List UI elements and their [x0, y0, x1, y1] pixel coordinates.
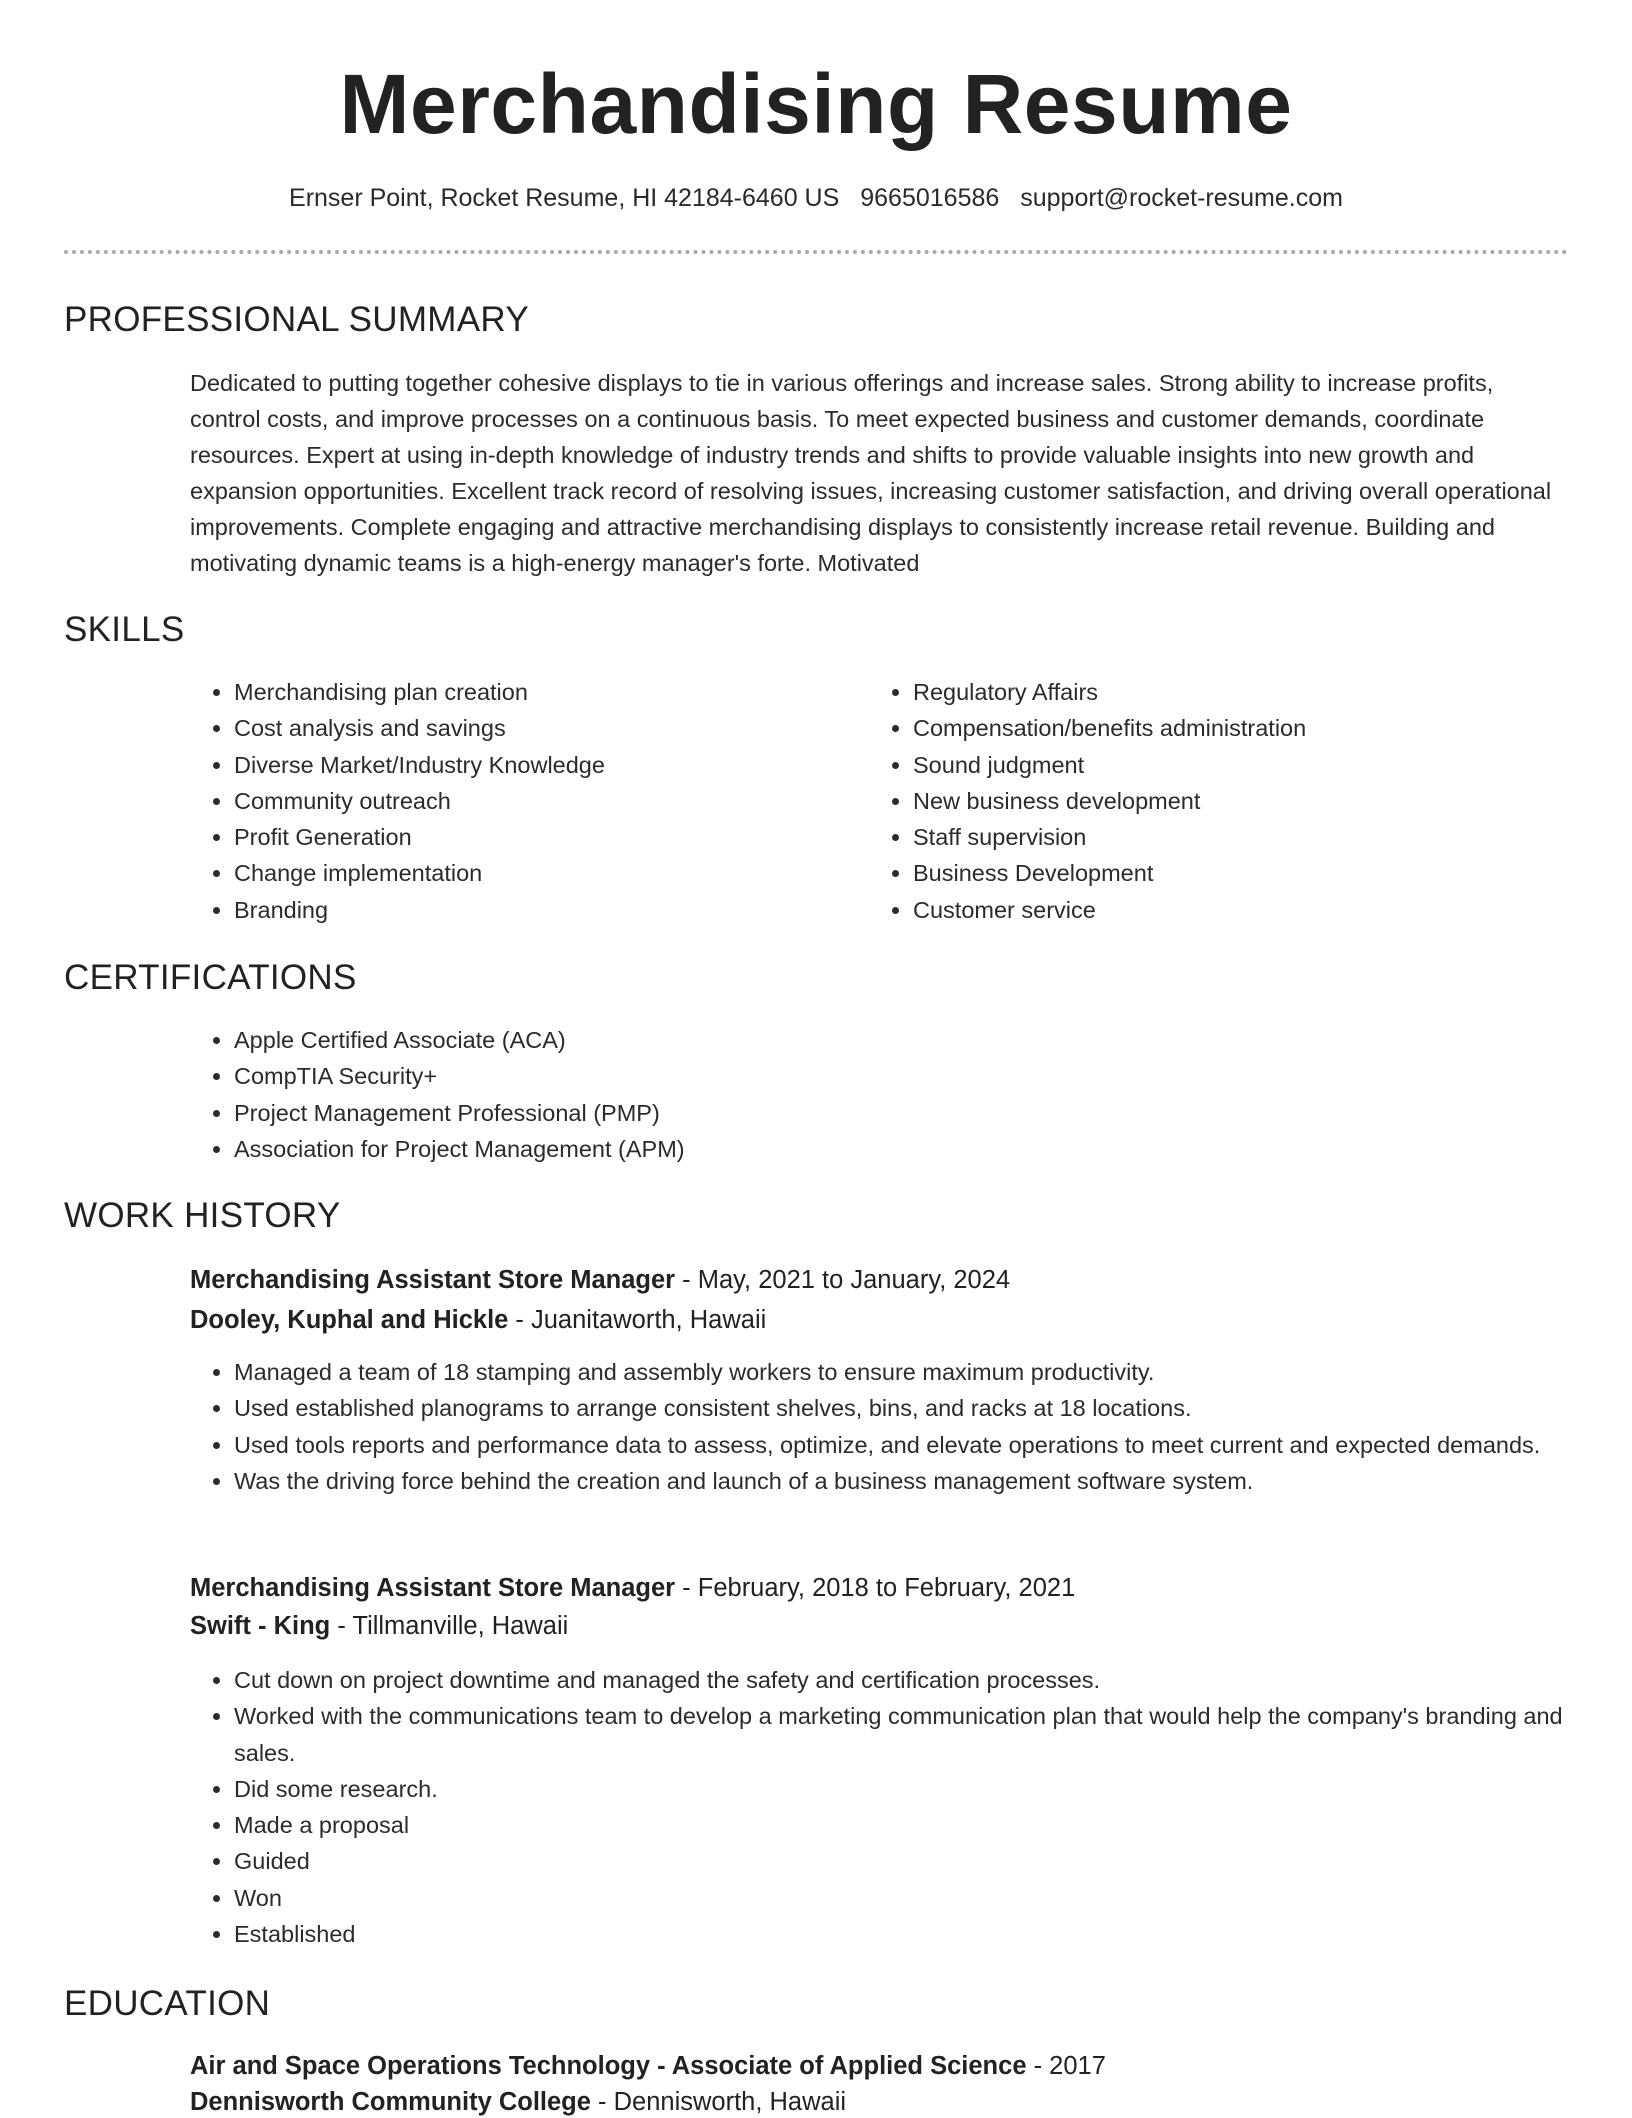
- list-item: • Customer service: [913, 892, 1509, 928]
- list-item: • Won: [234, 1880, 1568, 1916]
- skills-column-right: [869, 674, 1509, 928]
- job-company: Dooley, Kuphal and Hickle: [190, 1306, 509, 1334]
- summary-heading: PROFESSIONAL SUMMARY: [64, 300, 529, 339]
- list-item: • Branding: [234, 892, 810, 928]
- resume-title: Merchandising Resume: [339, 57, 1293, 151]
- list-item: • Business Development: [913, 855, 1509, 891]
- list-item: • Cut down on project downtime and managed the safety and certification processes.: [234, 1662, 1568, 1698]
- certifications-list: [190, 1022, 1568, 1167]
- job-2-duties: [190, 1662, 1568, 1952]
- job-title: Merchandising Assistant Store Manager: [190, 1266, 676, 1294]
- list-item: • Guided: [234, 1843, 1568, 1879]
- list-item: • Used tools reports and performance data to assess, optimize, and elevate operations to meet current and expected demands.: [234, 1427, 1568, 1463]
- list-item: • Community outreach: [234, 783, 810, 819]
- list-item: • Change implementation: [234, 855, 810, 891]
- education-degree: Air and Space Operations Technology - Associate of Applied Science: [190, 2052, 1027, 2080]
- job-dates: - February, 2018 to February, 2021: [675, 1574, 1076, 1602]
- list-item: • Apple Certified Associate (ACA): [234, 1022, 1568, 1058]
- job-company: Swift - King: [190, 1612, 331, 1640]
- education-location: - Dennisworth, Hawaii: [590, 2088, 847, 2116]
- job-1-duties: [190, 1354, 1568, 1499]
- list-item: • Made a proposal: [234, 1807, 1568, 1843]
- skills-column-left: [190, 674, 810, 928]
- list-item: • Used established planograms to arrange consistent shelves, bins, and racks at 18 locations.: [234, 1390, 1568, 1426]
- certifications-heading: CERTIFICATIONS: [64, 958, 357, 997]
- list-item: • Diverse Market/Industry Knowledge: [234, 747, 810, 783]
- list-item: • Did some research.: [234, 1771, 1568, 1807]
- list-item: • Managed a team of 18 stamping and assembly workers to ensure maximum productivity.: [234, 1354, 1568, 1390]
- job-1-company-line: [190, 1304, 766, 1336]
- list-item: • Worked with the communications team to develop a marketing communication plan that would help the company's branding and sales.: [234, 1698, 1568, 1771]
- contact-address: Ernser Point, Rocket Resume, HI 42184-6460 US: [289, 184, 840, 212]
- contact-phone: 9665016586: [860, 184, 1000, 212]
- job-title: Merchandising Assistant Store Manager: [190, 1574, 676, 1602]
- list-item: • Project Management Professional (PMP): [234, 1095, 1568, 1131]
- list-item: • Regulatory Affairs: [913, 674, 1509, 710]
- list-item: • Compensation/benefits administration: [913, 710, 1509, 746]
- education-degree-line: [190, 2050, 1106, 2082]
- contact-email: support@rocket-resume.com: [1020, 184, 1343, 212]
- list-item: • Staff supervision: [913, 819, 1509, 855]
- list-item: • Sound judgment: [913, 747, 1509, 783]
- skills-heading: SKILLS: [64, 610, 185, 649]
- skills-list-right: [869, 674, 1509, 928]
- job-location: - Tillmanville, Hawaii: [330, 1612, 569, 1640]
- certifications-block: [190, 1022, 1568, 1167]
- list-item: • Association for Project Management (APM): [234, 1131, 1568, 1167]
- job-dates: - May, 2021 to January, 2024: [675, 1266, 1011, 1294]
- header-divider: [64, 250, 1568, 254]
- education-school-line: [190, 2086, 846, 2118]
- job-1-bullet-list: [190, 1354, 1568, 1499]
- education-year: - 2017: [1026, 2052, 1106, 2080]
- job-1-title-line: [190, 1264, 1010, 1296]
- job-2-company-line: [190, 1610, 568, 1642]
- job-location: - Juanitaworth, Hawaii: [508, 1306, 767, 1334]
- work-history-heading: WORK HISTORY: [64, 1196, 341, 1235]
- summary-text: Dedicated to putting together cohesive displays to tie in various offerings and increase sales. Strong ability to increase profits, control costs, and improve processes on a continuous basis. To meet expected business and customer demands, coordinate resources. Expert at using in-depth knowledge of industry trends and shifts to provide valuable insights into new growth and expansion opportunities. Excellent track record of resolving issues, increasing customer satisfaction, and driving overall operational improvements. Complete engaging and attractive merchandising displays to consistently increase retail revenue. Building and motivating dynamic teams is a high-energy manager's forte. Motivated: [190, 370, 1552, 576]
- job-2-bullet-list: [190, 1662, 1568, 1952]
- list-item: • Established: [234, 1916, 1568, 1952]
- list-item: • New business development: [913, 783, 1509, 819]
- contact-line: [0, 182, 1632, 214]
- list-item: • Cost analysis and savings: [234, 710, 810, 746]
- education-school: Dennisworth Community College: [190, 2088, 591, 2116]
- education-heading: EDUCATION: [64, 1984, 271, 2023]
- list-item: • Merchandising plan creation: [234, 674, 810, 710]
- list-item: • Was the driving force behind the creation and launch of a business management software system.: [234, 1463, 1568, 1499]
- skills-list-left: [190, 674, 810, 928]
- list-item: • CompTIA Security+: [234, 1058, 1568, 1094]
- list-item: • Profit Generation: [234, 819, 810, 855]
- job-2-title-line: [190, 1572, 1075, 1604]
